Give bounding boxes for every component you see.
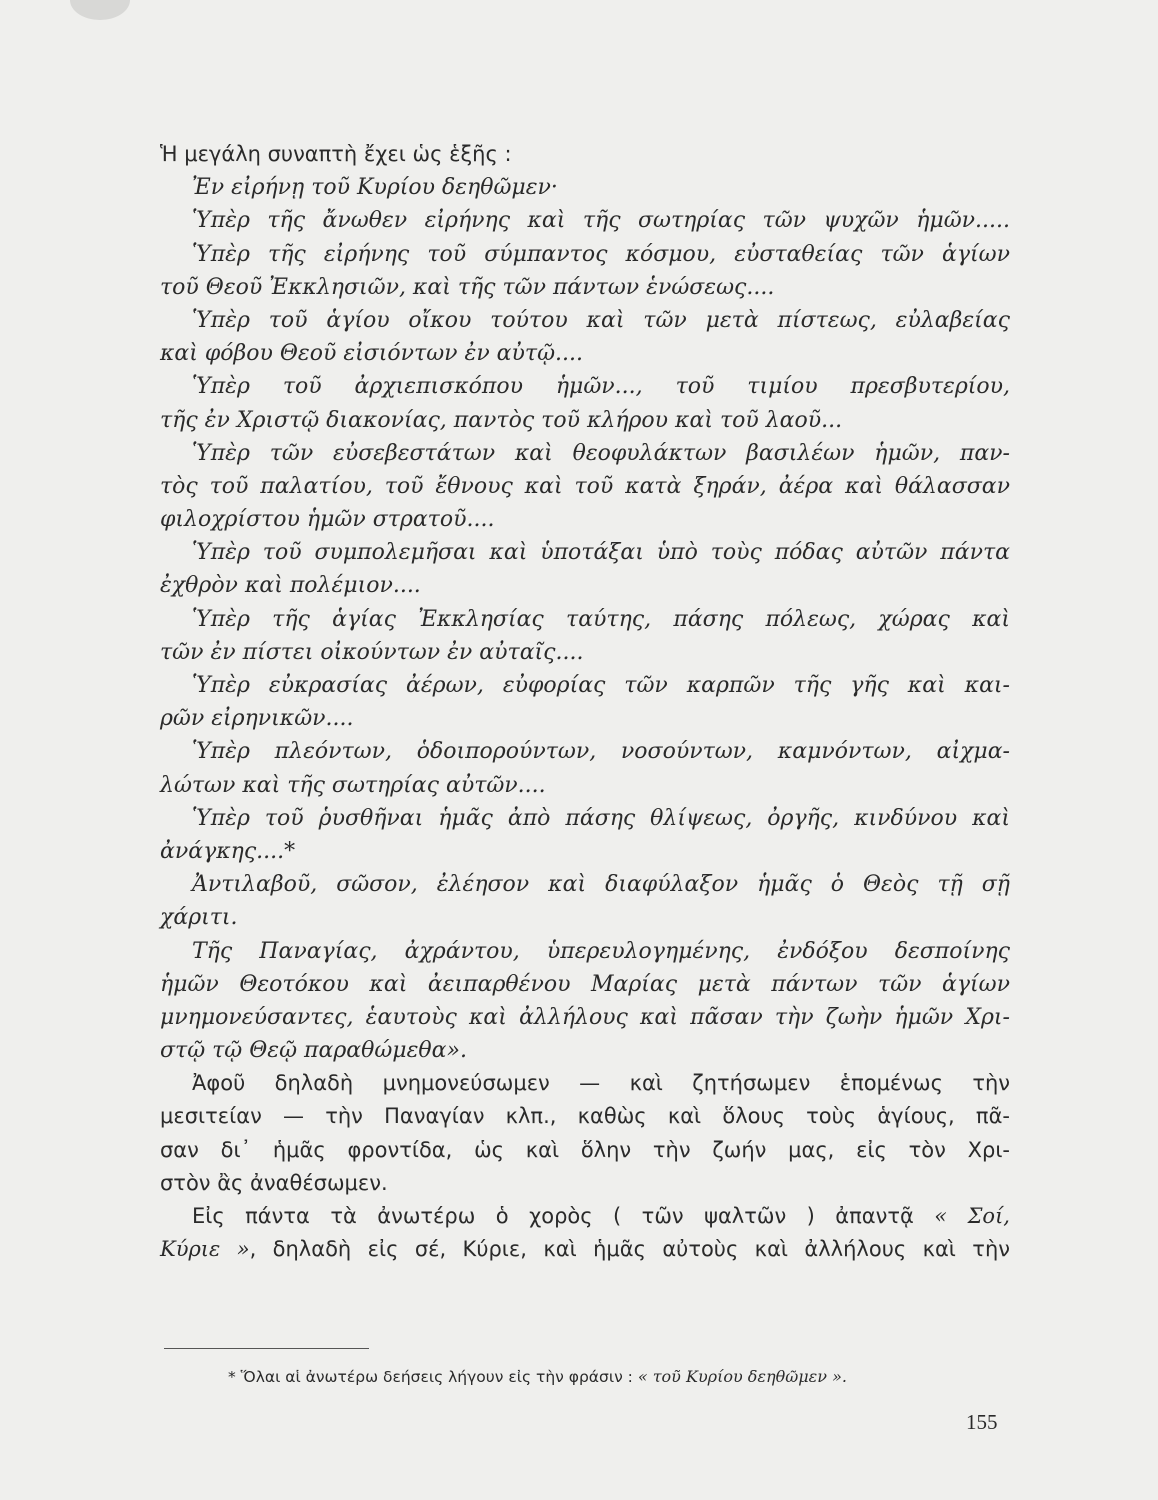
page-number: 155 — [966, 1410, 998, 1434]
text-line: μεσιτείαν — τὴν Παναγίαν κλπ., καθὼς καὶ ὅλους τοὺς ἁγίους, πᾶ- — [160, 1104, 1010, 1129]
text-line: φιλοχρίστου ἡμῶν στρατοῦ.... — [160, 507, 495, 533]
footnote-prefix: * Ὅλαι αἱ ἀνωτέρω δεήσεις λήγουν εἰς τὴν φράσιν : — [228, 1368, 638, 1386]
text-line: ἀνάγκης....* — [160, 838, 296, 864]
last-line-kyrie: Κύριε » — [160, 1237, 250, 1262]
text-line: Ὑπὲρ πλεόντων, ὁδοιπορούντων, νοσούντων, καμνόντων, αἰχμα- — [192, 739, 1010, 765]
text-line: Ἀντιλαβοῦ, σῶσον, ἐλέησον καὶ διαφύλαξον ἡμᾶς ὁ Θεὸς τῇ σῇ — [192, 872, 1010, 898]
footnote-quote: « τοῦ Κυρίου δεηθῶμεν ». — [637, 1367, 847, 1386]
text-line: τὸς τοῦ παλατίου, τοῦ ἔθνους καὶ τοῦ κατὰ ξηράν, ἀέρα καὶ θάλασσαν — [160, 473, 1010, 499]
text-line: καὶ φόβου Θεοῦ εἰσιόντων ἐν αὐτῷ.... — [160, 341, 583, 367]
text-line: τῆς ἐν Χριστῷ διακονίας, παντὸς τοῦ κλήρου καὶ τοῦ λαοῦ... — [160, 407, 843, 433]
text-line: Ὑπὲρ εὐκρασίας ἀέρων, εὐφορίας τῶν καρπῶν τῆς γῆς καὶ και- — [192, 673, 1010, 698]
text-line: ἐχθρὸν καὶ πολέμιον.... — [160, 573, 421, 599]
text-line: τοῦ Θεοῦ Ἐκκλησιῶν, καὶ τῆς τῶν πάντων ἑνώσεως.... — [160, 274, 775, 300]
text-line: Ὑπὲρ τοῦ ἀρχιεπισκόπου ἡμῶν..., τοῦ τιμίου πρεσβυτερίου, — [192, 374, 1010, 400]
last-line-part1: Εἰς πάντα τὰ ἀνωτέρω ὁ χορὸς ( τῶν ψαλτῶν ) ἀπαντᾷ — [192, 1204, 935, 1228]
body-text — [160, 138, 1010, 1266]
text-line: σαν δι᾽ ἡμᾶς φροντίδα, ὡς καὶ ὅλην τὴν ζωήν μας, εἰς τὸν Χρι- — [160, 1137, 1010, 1162]
text-line: ἡμῶν Θεοτόκου καὶ ἀειπαρθένου Μαρίας μετὰ πάντων τῶν ἁγίων — [160, 971, 1010, 997]
text-line: Ὑπὲρ τῆς ἁγίας Ἐκκλησίας ταύτης, πάσης πόλεως, χώρας καὶ — [192, 606, 1010, 632]
text-line: στῷ τῷ Θεῷ παραθώμεθα». — [160, 1038, 467, 1064]
last-line-quote: « Σοί, — [934, 1204, 1010, 1228]
text-line: μνημονεύσαντες, ἑαυτοὺς καὶ ἀλλήλους καὶ πᾶσαν τὴν ζωὴν ἡμῶν Χρι- — [160, 1004, 1010, 1030]
page-stain — [70, 0, 130, 20]
text-line: τῶν ἐν πίστει οἰκούντων ἐν αὐταῖς.... — [160, 639, 584, 665]
text-line: Ὑπὲρ τοῦ ἁγίου οἴκου τούτου καὶ τῶν μετὰ πίστεως, εὐλαβείας — [192, 307, 1010, 333]
text-line: Ἀφοῦ δηλαδὴ μνημονεύσωμεν — καὶ ζητήσωμεν ἑπομένως τὴν — [192, 1071, 1010, 1096]
last-line-rest: , δηλαδὴ εἰς σέ, Κύριε, καὶ ἡμᾶς αὐτοὺς καὶ ἀλλήλους καὶ τὴν — [249, 1237, 1010, 1262]
footnote-divider — [164, 1348, 369, 1349]
text-line: Ἡ μεγάλη συναπτὴ ἔχει ὡς ἑξῆς : — [160, 142, 512, 166]
text-line-last — [160, 1200, 1010, 1233]
text-line: Ὑπὲρ τοῦ ῥυσθῆναι ἡμᾶς ἀπὸ πάσης θλίψεως, ὀργῆς, κινδύνου καὶ — [192, 805, 1010, 831]
footnote — [228, 1364, 1018, 1390]
text-line: Τῆς Παναγίας, ἀχράντου, ὑπερευλογημένης, ἐνδόξου δεσποίνης — [192, 938, 1010, 964]
text-line: στὸν ἂς ἀναθέσωμεν. — [160, 1170, 388, 1195]
text-line: Ὑπὲρ τῶν εὐσεβεστάτων καὶ θεοφυλάκτων βασιλέων ἡμῶν, παν- — [192, 440, 1010, 466]
text-line: ρῶν εἰρηνικῶν.... — [160, 706, 354, 732]
text-line: Ὑπὲρ τῆς ἄνωθεν εἰρήνης καὶ τῆς σωτηρίας τῶν ψυχῶν ἡμῶν..... — [192, 208, 1010, 234]
text-line: λώτων καὶ τῆς σωτηρίας αὐτῶν.... — [160, 772, 546, 798]
text-line: χάριτι. — [160, 905, 238, 931]
text-line-continuation — [160, 1233, 1010, 1266]
text-line: Ἐν εἰρήνῃ τοῦ Κυρίου δεηθῶμεν· — [192, 175, 558, 201]
text-line: Ὑπὲρ τοῦ συμπολεμῆσαι καὶ ὑποτάξαι ὑπὸ τοὺς πόδας αὐτῶν πάντα — [192, 540, 1010, 566]
text-line: Ὑπὲρ τῆς εἰρήνης τοῦ σύμπαντος κόσμου, εὐσταθείας τῶν ἁγίων — [192, 241, 1010, 267]
